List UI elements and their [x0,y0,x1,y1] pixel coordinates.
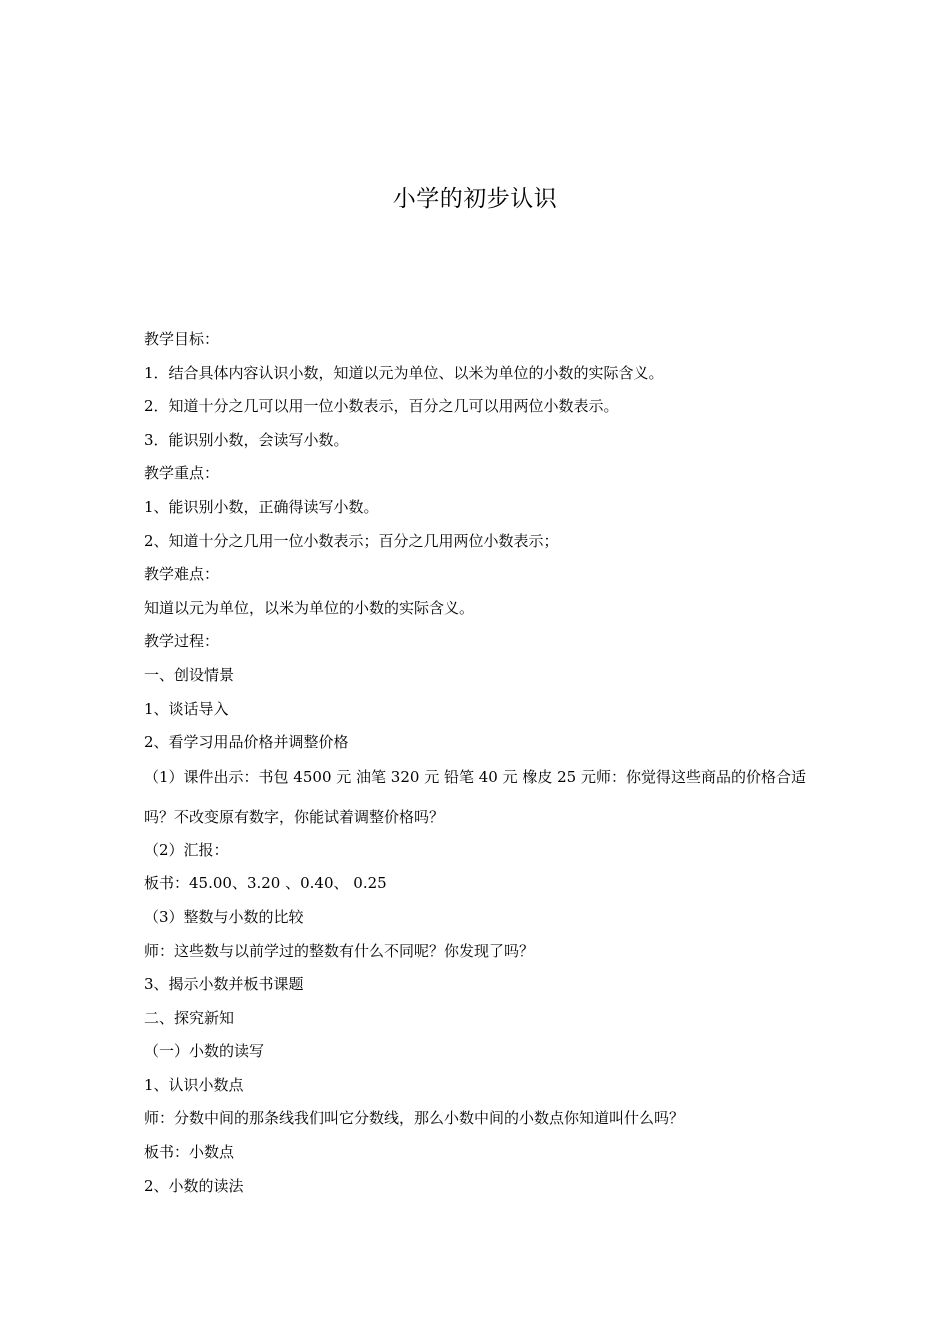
subsection-heading: 二、探究新知 [144,1008,235,1027]
paragraph-line: 知道以元为单位，以米为单位的小数的实际含义。 [144,598,475,617]
paragraph-line: 1．结合具体内容认识小数，知道以元为单位、以米为单位的小数的实际含义。 [144,363,664,382]
paragraph-line: 1、认识小数点 [144,1075,244,1094]
document-body [144,323,812,1203]
paragraph-line: 板书：45.00、3.20 、0.40、 0.25 [144,874,387,893]
paragraph-line: 板书：小数点 [144,1143,235,1162]
paragraph-line: （3）整数与小数的比较 [144,907,304,926]
paragraph-multiline: （1）课件出示：书包 4500 元 油笔 320 元 铅笔 40 元 橡皮 25 元师：你觉得这些商品的价格合适吗？不改变原有数字，你能试着调整价格吗？ [144,767,806,826]
paragraph-line: 2．知道十分之几可以用一位小数表示，百分之几可以用两位小数表示。 [144,397,619,416]
paragraph-line: 师：这些数与以前学过的整数有什么不同呢？你发现了吗？ [144,941,535,960]
section-heading-difficulties: 教学难点： [144,565,220,584]
paragraph-line: 1、能识别小数，正确得读写小数。 [144,497,379,516]
paragraph-line: 2、知道十分之几用一位小数表示；百分之几用两位小数表示； [144,531,559,550]
section-heading-process: 教学过程： [144,632,220,651]
section-heading-objectives: 教学目标： [144,330,220,348]
section-heading-key-points: 教学重点： [144,464,220,483]
paragraph-line: （2）汇报： [144,840,229,859]
paragraph-line: 1、谈话导入 [144,699,229,718]
paragraph-line: 师：分数中间的那条线我们叫它分数线，那么小数中间的小数点你知道叫什么吗？ [144,1109,685,1128]
paragraph-line: 2、小数的读法 [144,1176,244,1195]
paragraph-line: 3．能识别小数，会读写小数。 [144,430,349,449]
paragraph-line: （一）小数的读写 [144,1042,265,1061]
subsection-heading: 一、创设情景 [144,665,235,684]
paragraph-line: 2、看学习用品价格并调整价格 [144,733,349,752]
paragraph-line: 3、揭示小数并板书课题 [144,975,304,994]
page-title: 小学的初步认识 [392,186,558,212]
